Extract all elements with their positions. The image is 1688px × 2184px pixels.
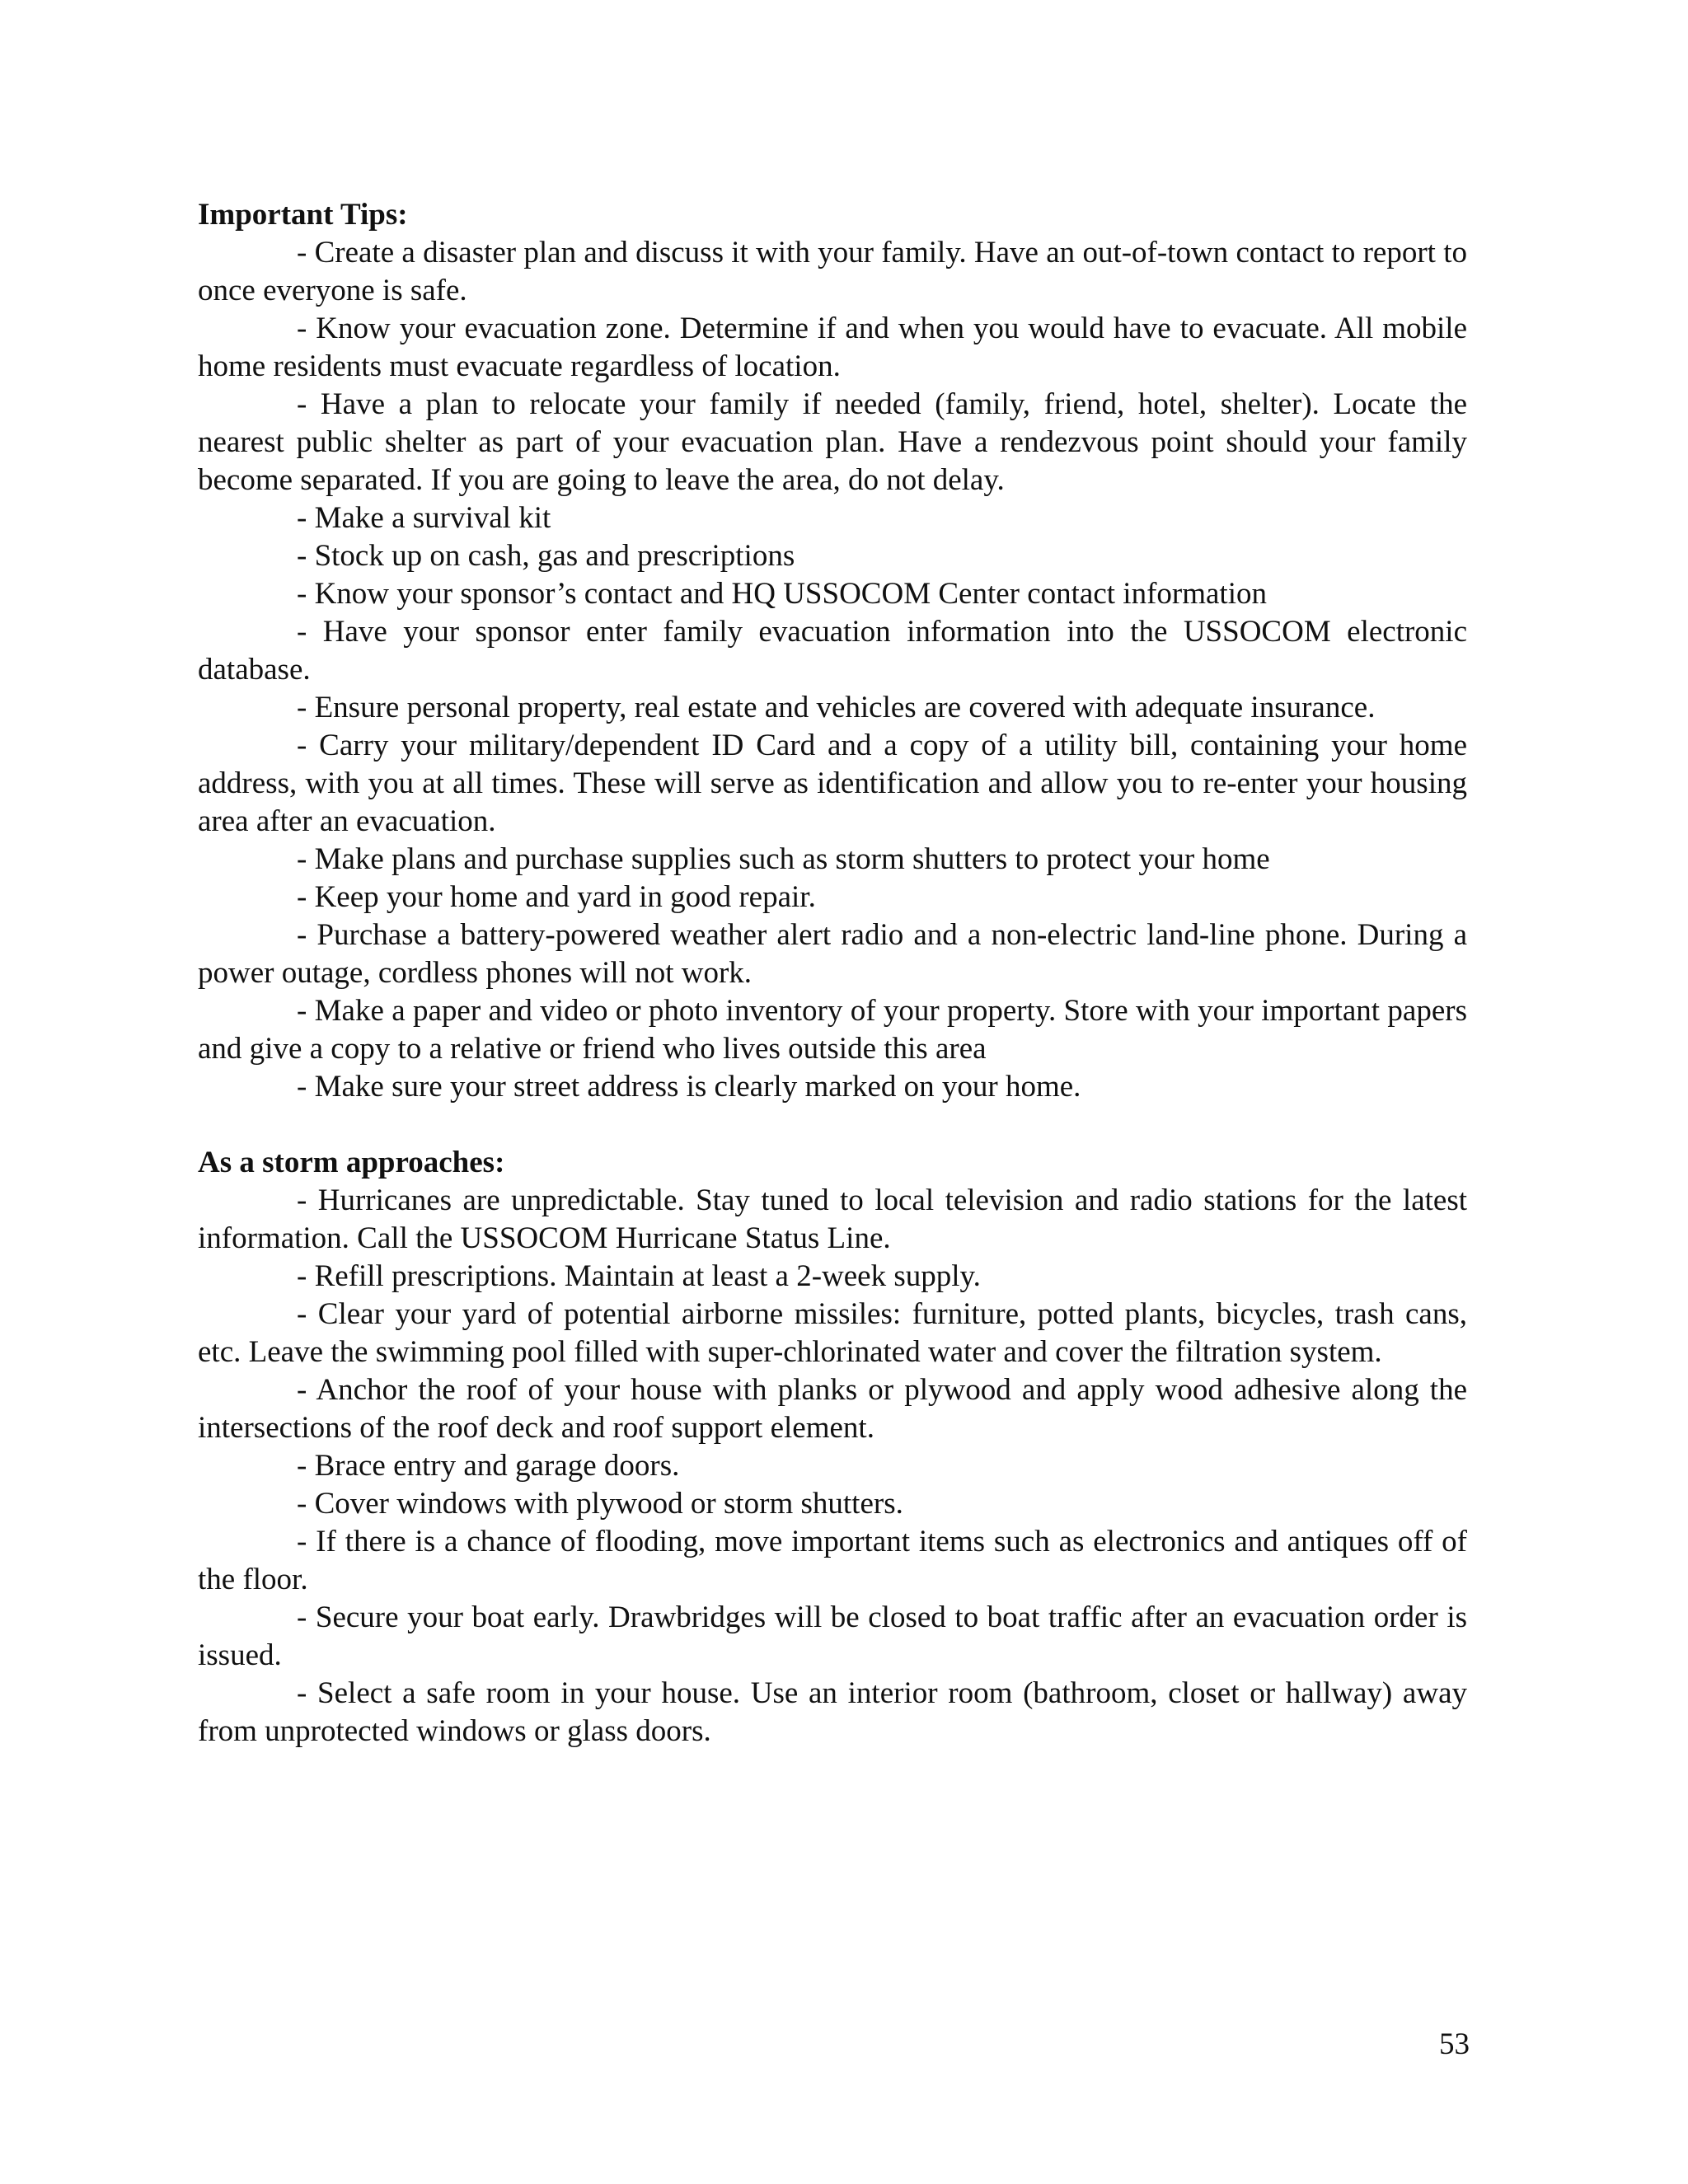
list-item: - Make sure your street address is clearly marked on your home. xyxy=(297,1070,1081,1104)
list-item: - Have your sponsor enter family evacuation information into the USSOCOM electronic database. xyxy=(198,615,1467,687)
list-item: - Make plans and purchase supplies such as storm shutters to protect your home xyxy=(297,842,1270,876)
list-item: - Make a paper and video or photo inventory of your property. Store with your important papers and give a copy to a relative or friend who lives outside this area xyxy=(198,994,1467,1066)
list-item: - Refill prescriptions. Maintain at least a 2-week supply. xyxy=(297,1259,981,1293)
list-item: - Ensure personal property, real estate and vehicles are covered with adequate insurance. xyxy=(297,691,1376,724)
list-item: - Anchor the roof of your house with planks or plywood and apply wood adhesive along the intersections of the roof deck and roof support element. xyxy=(198,1373,1467,1445)
list-item: - Have a plan to relocate your family if needed (family, friend, hotel, shelter). Locate the nearest public shelter as part of your evacuation plan. Have a rendezvous point should your family become separated. If you are going to leave the area, do not delay. xyxy=(198,387,1467,497)
list-item: - Make a survival kit xyxy=(297,501,551,535)
list-item: - Keep your home and yard in good repair. xyxy=(297,880,816,914)
list-item: - Stock up on cash, gas and prescriptions xyxy=(297,539,795,573)
list-item: - Create a disaster plan and discuss it with your family. Have an out-of-town contact to report to once everyone is safe. xyxy=(198,236,1467,307)
list-item: - Purchase a battery-powered weather alert radio and a non-electric land-line phone. During a power outage, cordless phones will not work. xyxy=(198,918,1467,990)
section-spacer xyxy=(198,1106,1467,1144)
list-item: - If there is a chance of flooding, move important items such as electronics and antiques off of the floor. xyxy=(198,1525,1467,1596)
list-item: - Cover windows with plywood or storm shutters. xyxy=(297,1487,903,1521)
list-item: - Clear your yard of potential airborne missiles: furniture, potted plants, bicycles, trash cans, etc. Leave the swimming pool filled with super-chlorinated water and cover the filtration system. xyxy=(198,1297,1467,1369)
list-item: - Select a safe room in your house. Use an interior room (bathroom, closet or hallway) away from unprotected windows or glass doors. xyxy=(198,1676,1467,1748)
section-heading-storm-approaches: As a storm approaches: xyxy=(198,1146,505,1179)
section-heading-important-tips: Important Tips: xyxy=(198,198,408,232)
list-item: - Know your sponsor’s contact and HQ USSOCOM Center contact information xyxy=(297,577,1267,611)
list-item: - Know your evacuation zone. Determine if and when you would have to evacuate. All mobile home residents must evacuate regardless of location. xyxy=(198,312,1467,383)
list-item: - Hurricanes are unpredictable. Stay tuned to local television and radio stations for the latest information. Call the USSOCOM Hurricane Status Line. xyxy=(198,1183,1467,1255)
list-item: - Carry your military/dependent ID Card and a copy of a utility bill, containing your home address, with you at all times. These will serve as identification and allow you to re-enter your housing area after an evacuation. xyxy=(198,729,1467,838)
page-number: 53 xyxy=(1439,2027,1470,2061)
list-item: - Secure your boat early. Drawbridges will be closed to boat traffic after an evacuation order is issued. xyxy=(198,1601,1467,1672)
list-item: - Brace entry and garage doors. xyxy=(297,1449,680,1483)
document-body xyxy=(198,196,1467,1750)
